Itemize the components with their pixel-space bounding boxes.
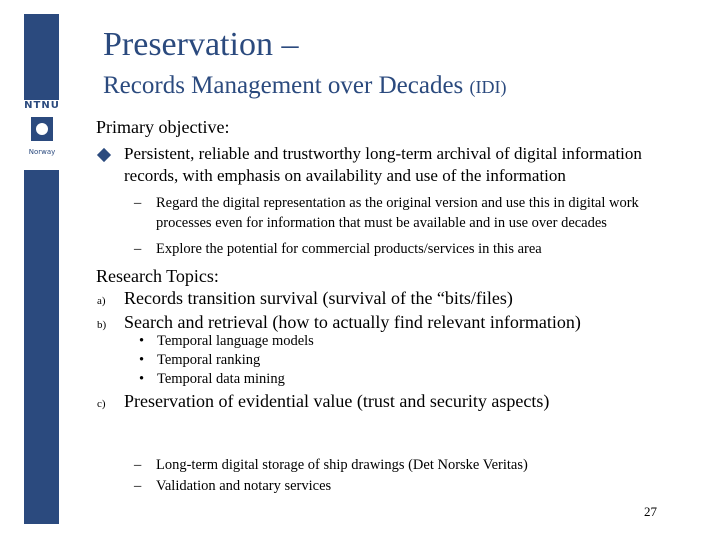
logo-emblem-icon bbox=[31, 117, 53, 141]
primary-sub2: Explore the potential for commercial products/services in this area bbox=[156, 241, 542, 257]
research-item-b: Search and retrieval (how to actually find relevant information) bbox=[124, 312, 581, 332]
dash-marker: – bbox=[134, 457, 142, 473]
research-item-a: Records transition survival (survival of the “bits/files) bbox=[124, 288, 513, 308]
logo-top-text: NTNU bbox=[24, 100, 60, 111]
dash-marker: – bbox=[134, 195, 142, 211]
item-c-sub-1: Long-term digital storage of ship drawings (Det Norske Veritas) bbox=[156, 457, 528, 473]
page-number: 27 bbox=[644, 504, 657, 519]
side-bar bbox=[24, 14, 59, 524]
item-c-sub-2: Validation and notary services bbox=[156, 478, 332, 494]
diamond-bullet-icon bbox=[97, 148, 111, 162]
research-item-c: Preservation of evidential value (trust and security aspects) bbox=[124, 391, 550, 411]
primary-bullet-line-1: Persistent, reliable and trustworthy long-term archival of digital information bbox=[124, 144, 642, 163]
logo-bottom-text: Norway bbox=[28, 148, 56, 156]
dash-marker: – bbox=[134, 241, 142, 257]
item-b-sub-1: Temporal language models bbox=[157, 333, 314, 349]
dash-marker: – bbox=[134, 478, 142, 494]
ntnu-logo bbox=[22, 100, 62, 170]
primary-sub1-line-2: processes even for information that must be available and in use over decades bbox=[156, 215, 607, 231]
title-line-2 bbox=[103, 72, 507, 100]
research-heading: Research Topics: bbox=[96, 266, 219, 286]
title-line-2-main: Records Management over Decades bbox=[103, 72, 464, 99]
primary-bullet-line-2: records, with emphasis on availability and use of the information bbox=[124, 166, 566, 185]
item-c-marker: c) bbox=[97, 398, 106, 410]
bullet-dot-icon: • bbox=[139, 352, 145, 368]
primary-heading: Primary objective: bbox=[96, 117, 230, 137]
item-a-marker: a) bbox=[97, 295, 106, 307]
bullet-dot-icon: • bbox=[139, 371, 145, 387]
item-b-marker: b) bbox=[97, 319, 107, 331]
title-line-2-suffix: (IDI) bbox=[469, 77, 507, 97]
primary-sub1-line-1: Regard the digital representation as the original version and use this in digital work bbox=[156, 195, 639, 211]
bullet-dot-icon: • bbox=[139, 333, 145, 349]
item-b-sub-2: Temporal ranking bbox=[157, 352, 261, 368]
item-b-sub-3: Temporal data mining bbox=[157, 371, 285, 387]
title-line-1: Preservation – bbox=[103, 26, 299, 63]
